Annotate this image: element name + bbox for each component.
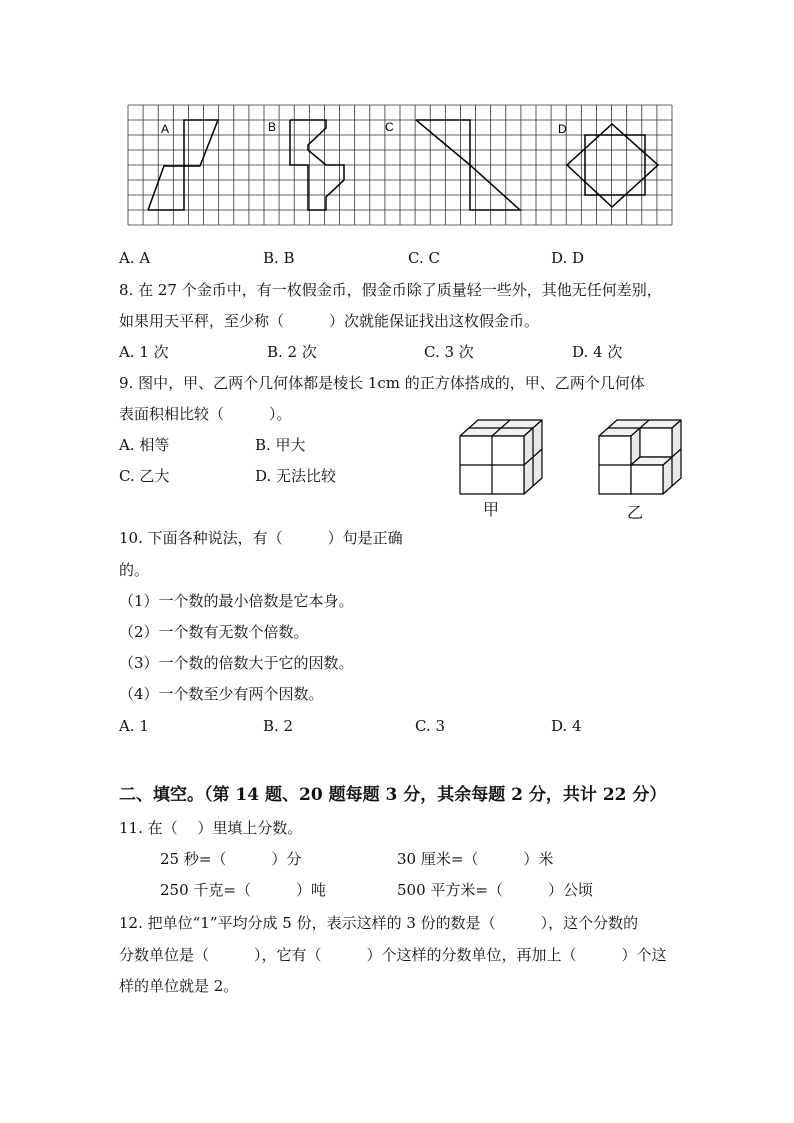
q11-item-square-meters: 500 平方米=（ ）公顷 [397, 881, 593, 899]
figure-label-d: D [558, 122, 567, 136]
q11-item-seconds: 25 秒=（ ）分 [160, 850, 302, 868]
q10-text-line1: 10. 下面各种说法，有（ ）句是正确 [119, 529, 403, 547]
q10-statement-2: （2）一个数有无数个倍数。 [119, 623, 309, 641]
figure-label-yi: 乙 [627, 503, 644, 522]
q9-option-d: D. 无法比较 [255, 467, 337, 485]
figure-label-b: B [268, 120, 277, 134]
q10-statement-3: （3）一个数的倍数大于它的因数。 [119, 654, 354, 672]
section-2-heading: 二、填空。（第 14 题、20 题每题 3 分，其余每题 2 分，共计 22 分） [119, 785, 667, 805]
shape-d [567, 124, 658, 207]
q8-option-d: D. 4 次 [572, 343, 623, 361]
q8-option-b: B. 2 次 [267, 343, 317, 361]
q7-option-a: A. A [119, 249, 151, 267]
figure-label-jia: 甲 [483, 500, 500, 519]
q10-option-d: D. 4 [551, 717, 582, 735]
q9-text-line1: 9. 图中，甲、乙两个几何体都是棱长 1cm 的正方体搭成的，甲、乙两个几何体 [119, 374, 645, 392]
q11-item-centimeters: 30 厘米=（ ）米 [397, 850, 554, 868]
q10-option-a: A. 1 [119, 717, 149, 735]
q10-statement-4: （4）一个数至少有两个因数。 [119, 685, 324, 703]
cube-figure-jia [455, 418, 555, 498]
q12-text-line3: 样的单位就是 2。 [119, 977, 239, 995]
q9-option-c: C. 乙大 [119, 467, 170, 485]
q11-title: 11. 在（ ）里填上分数。 [119, 819, 303, 837]
q10-option-b: B. 2 [263, 717, 294, 735]
cube-figure-yi [594, 418, 694, 498]
q10-option-c: C. 3 [415, 717, 446, 735]
q8-option-a: A. 1 次 [119, 343, 169, 361]
q8-text-line1: 8. 在 27 个金币中，有一枚假金币，假金币除了质量轻一些外，其他无任何差别， [119, 281, 662, 299]
q9-text-line2: 表面积相比较（ ）。 [119, 405, 292, 423]
q7-option-c: C. C [408, 249, 440, 267]
q10-statement-1: （1）一个数的最小倍数是它本身。 [119, 592, 354, 610]
q8-option-c: C. 3 次 [424, 343, 474, 361]
grid-lines [128, 105, 672, 225]
q12-text-line1: 12. 把单位“1”平均分成 5 份，表示这样的 3 份的数是（ ），这个分数的 [119, 914, 639, 932]
q11-item-kilograms: 250 千克=（ ）吨 [160, 881, 326, 899]
q12-text-line2: 分数单位是（ ），它有（ ）个这样的分数单位，再加上（ ）个这 [119, 946, 667, 964]
figure-label-c: C [385, 120, 394, 134]
q7-option-b: B. B [263, 249, 295, 267]
q9-option-a: A. 相等 [119, 436, 170, 454]
figure-label-a: A [161, 122, 170, 136]
grid-figure [0, 0, 794, 240]
q7-option-d: D. D [551, 249, 585, 267]
q10-text-line2: 的。 [119, 561, 150, 579]
q8-text-line2: 如果用天平秤，至少称（ ）次就能保证找出这枚假金币。 [119, 312, 540, 330]
q9-option-b: B. 甲大 [255, 436, 306, 454]
